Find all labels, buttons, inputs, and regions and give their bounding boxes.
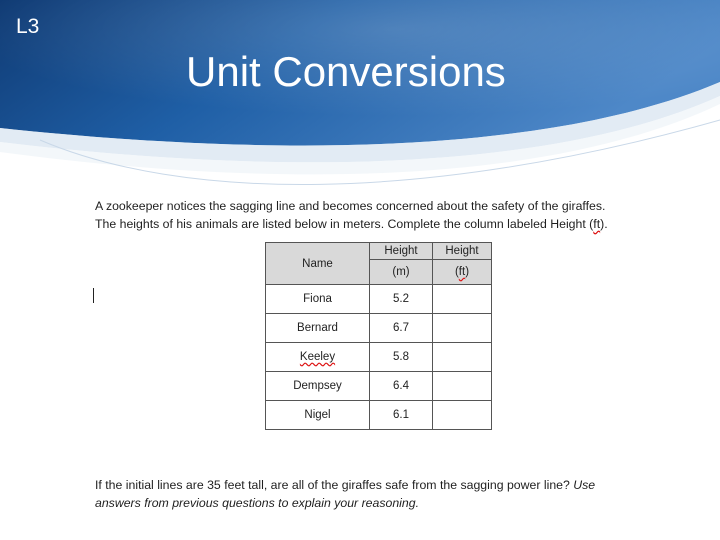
- header-unit-ft-open: (: [454, 266, 459, 278]
- question-instruction: answers from previous questions to explain your reasoning.: [95, 496, 419, 510]
- giraffe-heights-table: [265, 242, 492, 430]
- intro-line-2: [95, 215, 655, 233]
- row-height-ft-cell[interactable]: [433, 314, 492, 343]
- table-row: [266, 401, 492, 430]
- table-row: [266, 372, 492, 401]
- table-row: [266, 285, 492, 314]
- intro-unit: ft: [593, 217, 601, 231]
- row-height-m: 5.2: [370, 285, 433, 314]
- question-text: If the initial lines are 35 feet tall, are all of the giraffes safe from the sagging power line?: [95, 478, 570, 492]
- row-height-ft-cell[interactable]: [433, 372, 492, 401]
- header-unit-m: (m): [370, 260, 433, 285]
- follow-up-question: [95, 476, 655, 512]
- problem-intro: [95, 197, 655, 233]
- header-height-m: Height: [370, 243, 433, 260]
- question-line-1: [95, 476, 655, 494]
- table-row: [266, 343, 492, 372]
- question-use: Use: [573, 478, 596, 492]
- text-cursor: [93, 288, 94, 303]
- row-height-m: 5.8: [370, 343, 433, 372]
- row-name-text: Keeley: [299, 351, 336, 363]
- title-banner: [0, 0, 720, 200]
- table-row: [266, 314, 492, 343]
- row-name: Dempsey: [266, 372, 370, 401]
- header-height-ft: Height: [433, 243, 492, 260]
- header-unit-ft-close: ): [465, 266, 470, 278]
- row-height-m: 6.1: [370, 401, 433, 430]
- table-header-row-top: [266, 243, 492, 260]
- row-height-m: 6.4: [370, 372, 433, 401]
- intro-line-1: A zookeeper notices the sagging line and becomes concerned about the safety of the giraffes.: [95, 199, 606, 213]
- header-name: Name: [266, 243, 370, 285]
- intro-line-2-text: The heights of his animals are listed below in meters. Complete the column labeled Height (: [95, 217, 594, 231]
- intro-line-2-end: ).: [600, 217, 608, 231]
- row-name: Fiona: [266, 285, 370, 314]
- row-name: Bernard: [266, 314, 370, 343]
- question-line-2: [95, 494, 655, 512]
- row-height-ft-cell[interactable]: [433, 401, 492, 430]
- slide-title: Unit Conversions: [186, 48, 506, 95]
- row-name: Nigel: [266, 401, 370, 430]
- row-height-m: 6.7: [370, 314, 433, 343]
- header-unit-ft-text: ft: [458, 266, 466, 278]
- level-label: L3: [16, 15, 40, 38]
- header-unit-ft: [433, 260, 492, 285]
- row-name: [266, 343, 370, 372]
- row-height-ft-cell[interactable]: [433, 285, 492, 314]
- row-height-ft-cell[interactable]: [433, 343, 492, 372]
